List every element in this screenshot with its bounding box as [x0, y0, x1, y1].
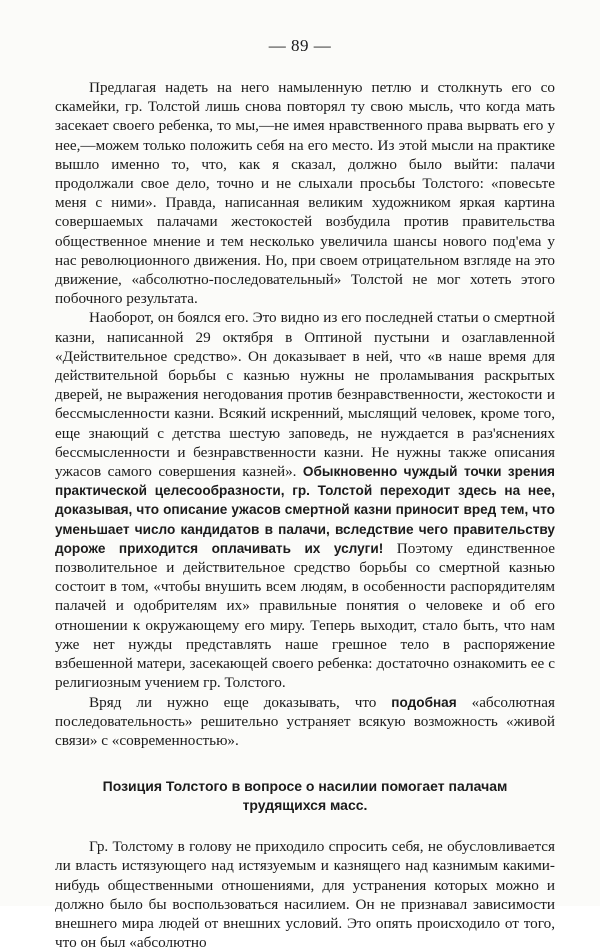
paragraph-text-after: Поэтому единственное позволительное и действительное средство борьбы со смертной казнью состоит в том, «чтобы внушить всем людям, в особенности распорядителям палачей и одобрителям их» правильные понятия о человеке и об его отношении к окружающему его миру. Теперь выходит, стало быть, что нам уже нет нужды представлять наше грешное тело в распоряжение взбешенной матери, засекающей своего ребенка: достаточно ознакомить ее с религиозным учением гр. Толстого.	[55, 539, 555, 692]
paragraph-bold-emphasis: Обыкновенно чуждый точки зрения практической целесообразности, гр. Толстой переходит здесь на нее, доказывая, что описание ужасов смертной казни приносит вред тем, что уменьшает число кандидатов в палачи, вследствие чего правительству дороже приходится оплачивать их услуги!	[55, 464, 555, 556]
paragraph-text-before: Наоборот, он боялся его. Это видно из его последней статьи о смертной казни, написанной 29 октября в Оптиной пустыни и озаглавленной «Действительное средство». Он доказывает в ней, что «в наше время для действительной борьбы с казнью нужны не проламывания раскрытых дверей, не выражения негодования против безнравственности, жестокости и бессмысленности казни. Всякий искренний, мыслящий человек, кроме того, еще знающий с детства шестую заповедь, не нуждается в раз'яснениях бессмысленности и безнравственности казни. Не нужны также описания ужасов самого совершения казней».	[55, 309, 555, 481]
body-text	[55, 78, 555, 952]
paragraph-bold-emphasis: подобная	[391, 694, 457, 710]
paragraph-violence: Гр. Толстому в голову не приходило спросить себя, не обусловливается ли власть истязующего над истязуемым и казнящего над казнимым какими-нибудь общественными отношениями, для устранения которых можно и должно было бы воспользоваться насилием. Он не признавал зависимости внешнего мира людей от внешних условий. Это опять происходило от того, что он был «абсолютно	[55, 838, 555, 952]
paragraph-text-after: «абсолютная последовательность» решительно устраняет всякую возможность «живой связи» с «современностью».	[55, 693, 556, 749]
section-heading: Позиция Толстого в вопросе о насилии помогает палачам трудящихся масс.	[102, 778, 508, 814]
paragraph-living-connection	[55, 693, 555, 751]
page-number: — 89 —	[268, 36, 332, 55]
paragraph-noose: Предлагая надеть на него намыленную петлю и столкнуть его со скамейки, гр. Толстой лишь снова повторял ту свою мысль, что когда мать засекает своего ребенка, то мы,—не имея нравственного права вырвать его у нее,—можем только положить себя на его место. Из этой мысли на практике вышло именно то, что, как я сказал, должно было выйти: палачи продолжали свое дело, точно и не слыхали просьбы Толстого: «повесьте меня с ними». Правда, написанная великим художником яркая картина совершаемых палачами жестокостей возбудила против правительства общественное мнение и тем несколько увеличила шансы нового под'ема у нас революционного движения. Но, при своем отрицательном взгляде на это движение, «абсолютно-последовательный» Толстой не мог хотеть этого побочного результата.	[55, 79, 555, 308]
paragraph-effective-remedy	[55, 308, 555, 692]
paragraph-text-before: Вряд ли нужно еще доказывать, что	[89, 693, 377, 711]
